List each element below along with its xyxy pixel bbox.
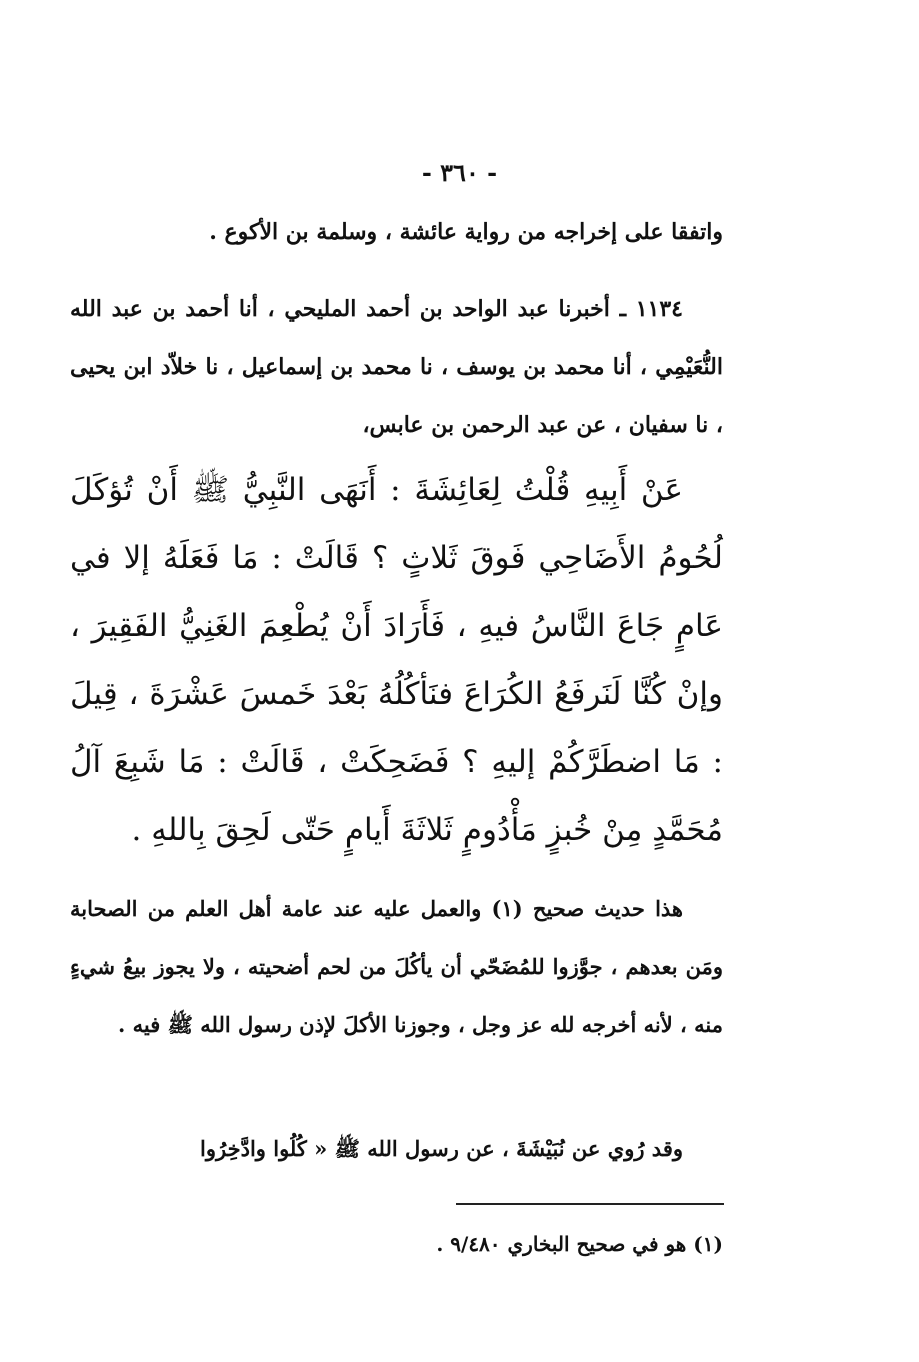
paragraph-agreement: واتفقا على إخراجه من رواية عائشة ، وسلمة بن الأكوع .: [209, 219, 723, 245]
footnote-divider: [456, 1203, 724, 1205]
paragraph-hadith-text: عَنْ أَبِيهِ قُلْتُ لِعَائِشَةَ : أَنَهَى النَّبِيُّ ﷺ أَنْ تُؤكَلَ لُحُومُ الأَضَاحِي فَوقَ ثَلاثٍ ؟ قَالَتْ : مَا فَعَلَهُ إلا في عَامٍ جَاعَ النَّاسُ فيهِ ، فَأَرَادَ أَنْ يُطْعِمَ الغَنِيُّ الفَقِيرَ ، وإنْ كُنَّا لَنَرفَعُ الكُرَاعَ فنَأكُلُهُ بَعْدَ خَمسَ عَشْرَةَ ، قِيلَ : مَا اضطَرَّكُمْ إليهِ ؟ فَضَحِكَتْ ، قَالَتْ : مَا شَبِعَ آلُ مُحَمَّدٍ مِنْ خُبزٍ مَأْدُومٍ ثَلاثَةَ أَيامٍ حَتّى لَحِقَ بِاللهِ .: [70, 472, 723, 848]
paragraph-isnad: ١١٣٤ ـ أخبرنا عبد الواحد بن أحمد المليحي ، أنا أحمد بن عبد الله النُّعَيْمِي ، أنا محمد بن يوسف ، نا محمد بن إسماعيل ، نا خلاّد ابن يحيى ، نا سفيان ، عن عبد الرحمن بن عابس،: [70, 296, 723, 438]
paragraph-continuation: وقد رُوي عن نُبَيْشَةَ ، عن رسول الله ﷺ « كُلُوا وادَّخِرُوا: [200, 1136, 683, 1161]
paragraph-commentary: هذا حديث صحيح (١) والعمل عليه عند عامة أهل العلم من الصحابة ومَن بعدهم ، جوَّزوا للمُضَحّي أن يأكُلَ من لحم أضحيته ، ولا يجوز بيعُ شيءٍ منه ، لأنه أخرجه لله عز وجل ، وجوزنا الأكلَ لإذن رسول الله ﷺ فيه .: [70, 896, 723, 1037]
page-number: - ٣٦٠ -: [421, 158, 498, 187]
footnote: (١) هو في صحيح البخاري ٩/٤٨٠ .: [436, 1232, 723, 1256]
